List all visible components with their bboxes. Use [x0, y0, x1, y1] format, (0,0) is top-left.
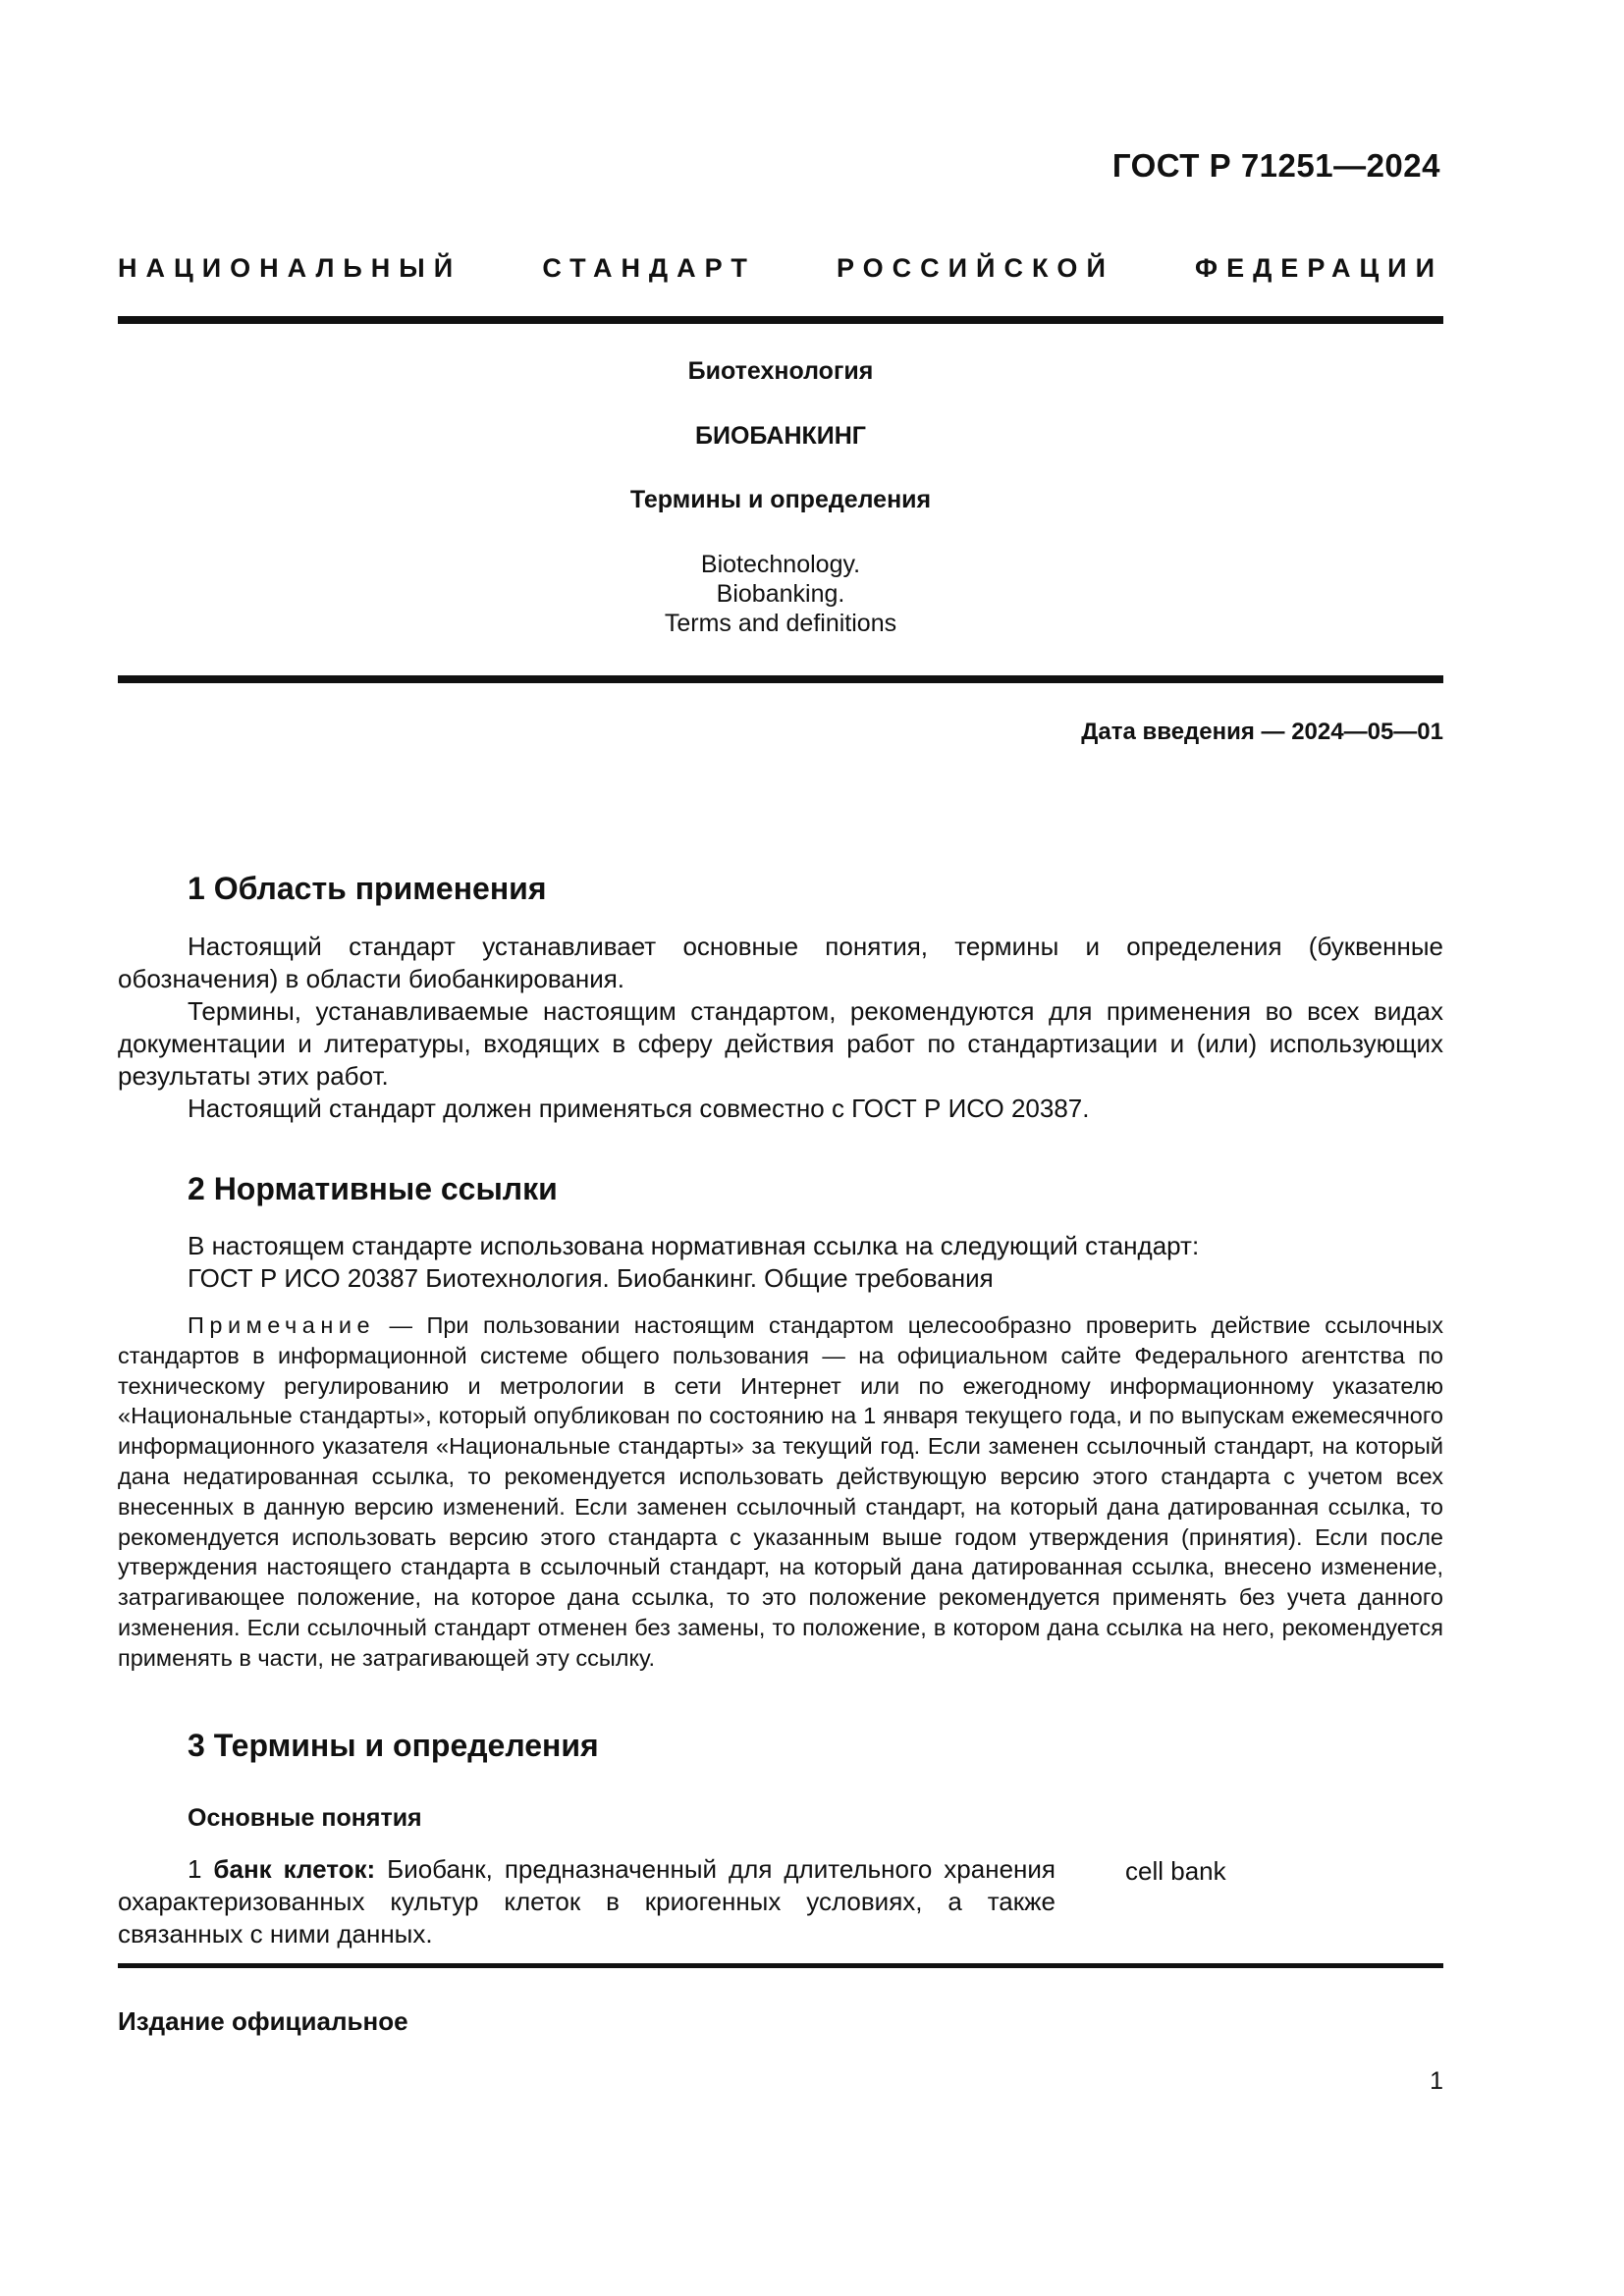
term-english-equivalent: cell bank	[1125, 1856, 1226, 1886]
term-number: 1	[188, 1854, 202, 1884]
standard-code: ГОСТ Р 71251—2024	[1111, 147, 1440, 184]
normative-reference: ГОСТ Р ИСО 20387 Биотехнология. Биобанкинг. Общие требования	[188, 1263, 994, 1293]
section-1-paragraph-1: Настоящий стандарт устанавливает основные понятия, термины и определения (буквенные обозначения) в области биобанкирования.	[118, 932, 1443, 993]
title-bottom-rule	[118, 675, 1443, 683]
edition-label: Издание официальное	[118, 2006, 408, 2036]
term-entry	[118, 1853, 1056, 1950]
title-english-line2: Biobanking.	[716, 580, 845, 608]
note-label: Примечание	[188, 1312, 376, 1338]
term-name: банк клеток:	[213, 1854, 376, 1884]
footer-rule	[118, 1963, 1443, 1968]
title-english	[118, 550, 1443, 638]
note-text: — При пользовании настоящим стандартом целесообразно проверить действие ссылочных стандартов в информационной системе общего пользования — на официальном сайте Федерального агентства по техническому регулированию и метрологии в сети Интернет или по ежегодному информационному указателю «Национальные стандарты», который опубликован по состоянию на 1 января текущего года, и по выпускам ежемесячного информационного указателя «Национальные стандарты» за текущий год. Если заменен ссылочный стандарт, на который дана недатированная ссылка, то рекомендуется использовать действующую версию этого стандарта с учетом всех внесенных в данную версию изменений. Если заменен ссылочный стандарт, на который дана датированная ссылка, то рекомендуется использовать версию этого стандарта с указанным выше годом утверждения (принятия). Если после утверждения настоящего стандарта в ссылочный стандарт, на который дана датированная ссылка, внесено изменение, затрагивающее положение, на которое дана ссылка, то это положение рекомендуется применять без учета данного изменения. Если ссылочный стандарт отменен без замены, то положение, в котором дана ссылка на него, рекомендуется применять в части, не затрагивающей эту ссылку.	[118, 1312, 1443, 1671]
top-rule	[118, 316, 1443, 324]
section-2-heading: 2 Нормативные ссылки	[188, 1171, 558, 1206]
title-subtitle: Термины и определения	[629, 486, 932, 513]
national-standard-title: НАЦИОНАЛЬНЫЙ СТАНДАРТ РОССИЙСКОЙ ФЕДЕРАЦИИ	[118, 253, 1443, 283]
title-english-line3: Terms and definitions	[664, 610, 897, 637]
section-1-heading: 1 Область применения	[188, 871, 547, 906]
section-1-paragraph-3: Настоящий стандарт должен применяться совместно с ГОСТ Р ИСО 20387.	[188, 1094, 1090, 1123]
section-3-subheading: Основные понятия	[188, 1804, 422, 1832]
section-1-paragraph-2: Термины, устанавливаемые настоящим стандартом, рекомендуются для применения во всех видах документации и литературы, входящих в сферу действия работ по стандартизации и (или) использующих результаты этих работ.	[118, 996, 1443, 1091]
title-subject: БИОБАНКИНГ	[695, 422, 866, 450]
introduction-date: Дата введения — 2024—05—01	[1081, 719, 1443, 745]
note-block	[118, 1310, 1443, 1674]
page-number: 1	[1430, 2067, 1443, 2095]
title-field: Биотехнология	[687, 357, 874, 385]
section-3-heading: 3 Термины и определения	[188, 1728, 599, 1763]
section-2-paragraph-1: В настоящем стандарте использована нормативная ссылка на следующий стандарт:	[188, 1231, 1200, 1260]
term-definition: Биобанк, предназначенный для длительного хранения охарактеризованных культур клеток в криогенных условиях, а также связанных с ними данных.	[118, 1854, 1056, 1949]
title-english-line1: Biotechnology.	[700, 551, 861, 578]
